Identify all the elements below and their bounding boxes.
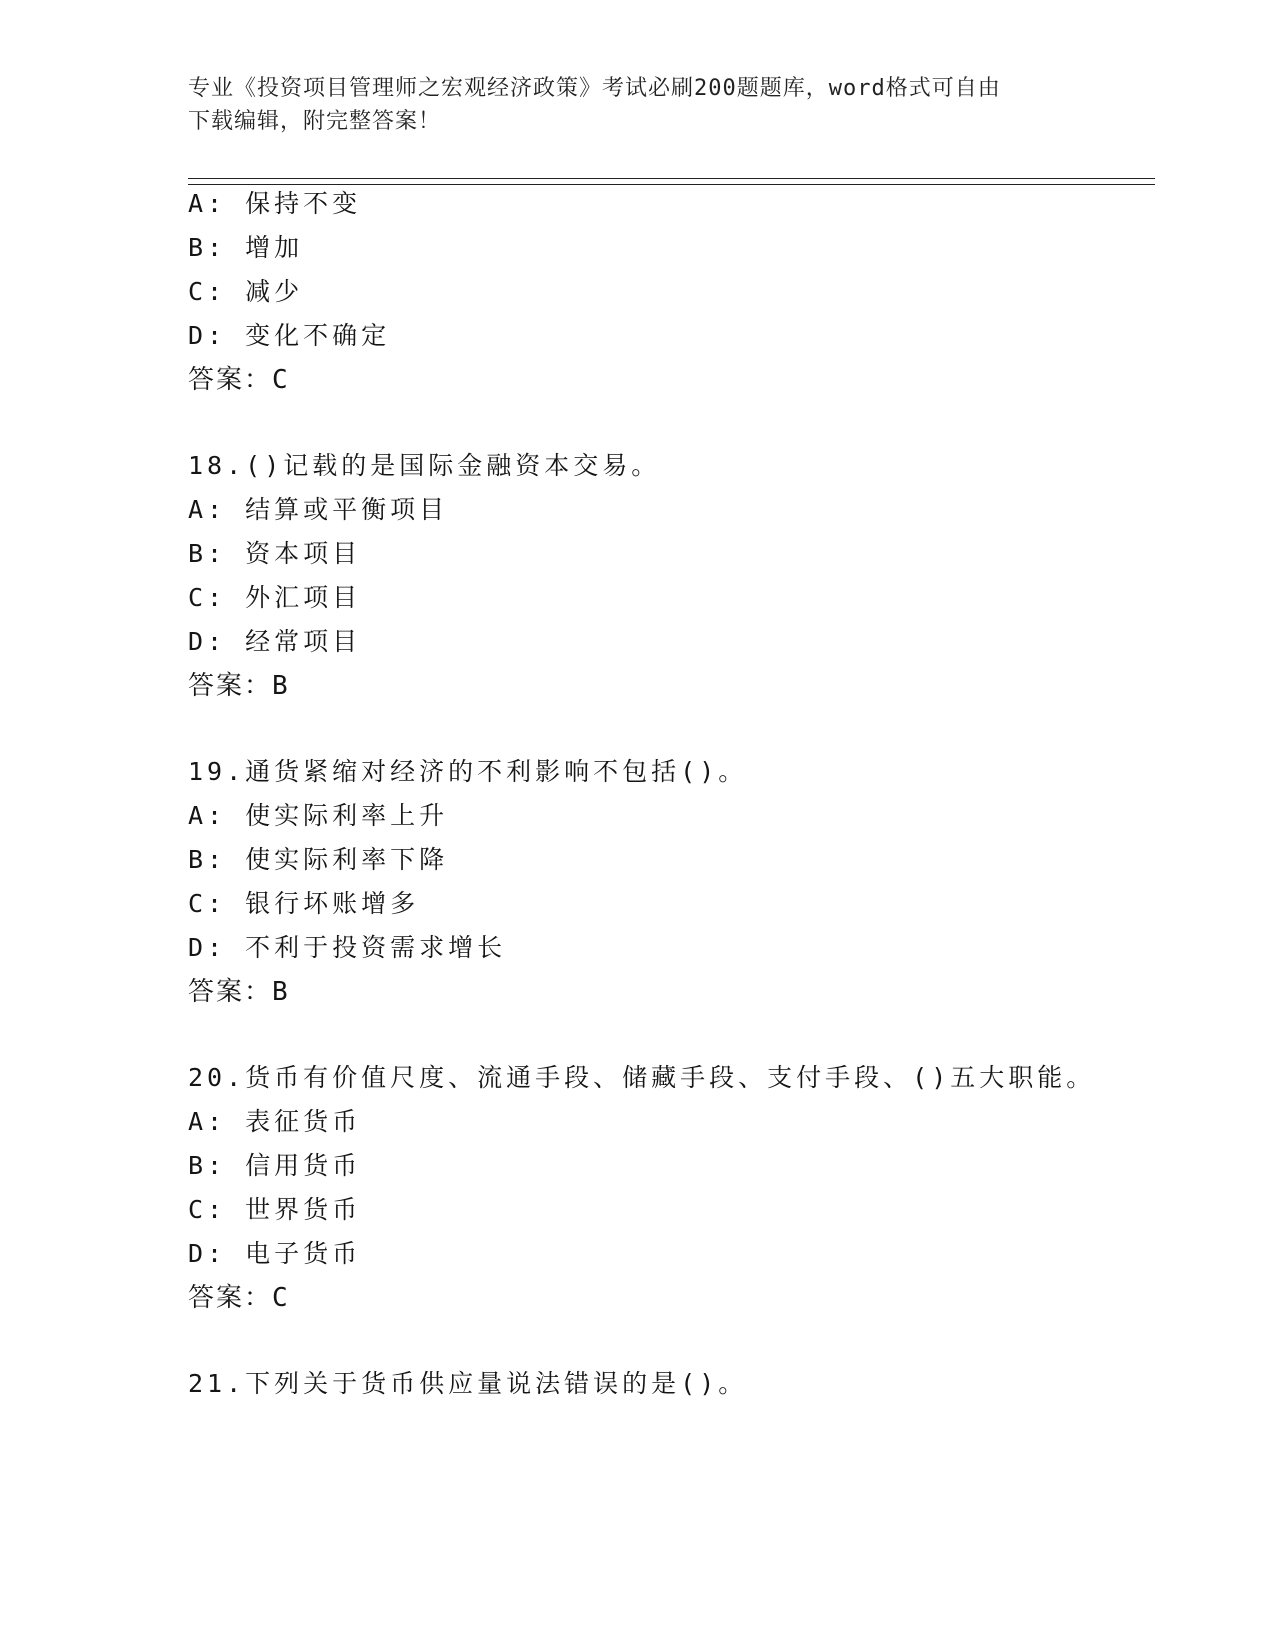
header-line-2: 下载编辑，附完整答案！ xyxy=(188,109,442,134)
q17-answer xyxy=(188,364,290,396)
q18-option-d: D: 经常项目 xyxy=(188,627,362,656)
header-divider xyxy=(188,178,1155,185)
q17-option-d: D: 变化不确定 xyxy=(188,321,391,350)
q18-question: 18.()记载的是国际金融资本交易。 xyxy=(188,451,661,480)
answer-value: C xyxy=(272,1283,290,1313)
answer-value: B xyxy=(272,671,290,701)
q17-option-b: B: 增加 xyxy=(188,233,304,262)
q19-option-a: A: 使实际利率上升 xyxy=(188,801,449,830)
answer-value: C xyxy=(272,365,290,395)
q17-option-a: A: 保持不变 xyxy=(188,189,362,218)
answer-value: B xyxy=(272,977,290,1007)
q21-question: 21.下列关于货币供应量说法错误的是()。 xyxy=(188,1369,748,1398)
q18-option-b: B: 资本项目 xyxy=(188,539,362,568)
q20-option-d: D: 电子货币 xyxy=(188,1239,362,1268)
q20-question: 20.货币有价值尺度、流通手段、储藏手段、支付手段、()五大职能。 xyxy=(188,1063,1096,1092)
q19-option-d: D: 不利于投资需求增长 xyxy=(188,933,507,962)
q19-answer xyxy=(188,976,290,1008)
document-header xyxy=(188,72,1068,138)
answer-label: 答案： xyxy=(188,977,273,1007)
answer-label: 答案： xyxy=(188,1283,273,1313)
q20-option-b: B: 信用货币 xyxy=(188,1151,362,1180)
answer-label: 答案： xyxy=(188,365,273,395)
q18-option-c: C: 外汇项目 xyxy=(188,583,362,612)
q19-option-b: B: 使实际利率下降 xyxy=(188,845,449,874)
q19-question: 19.通货紧缩对经济的不利影响不包括()。 xyxy=(188,757,748,786)
answer-label: 答案： xyxy=(188,671,273,701)
q18-answer xyxy=(188,670,290,702)
q19-option-c: C: 银行坏账增多 xyxy=(188,889,420,918)
q18-option-a: A: 结算或平衡项目 xyxy=(188,495,449,524)
q17-option-c: C: 减少 xyxy=(188,277,304,306)
q20-option-c: C: 世界货币 xyxy=(188,1195,362,1224)
q20-option-a: A: 表征货币 xyxy=(188,1107,362,1136)
q20-answer xyxy=(188,1282,290,1314)
header-line-1: 专业《投资项目管理师之宏观经济政策》考试必刷200题题库，word格式可自由 xyxy=(188,76,1001,101)
